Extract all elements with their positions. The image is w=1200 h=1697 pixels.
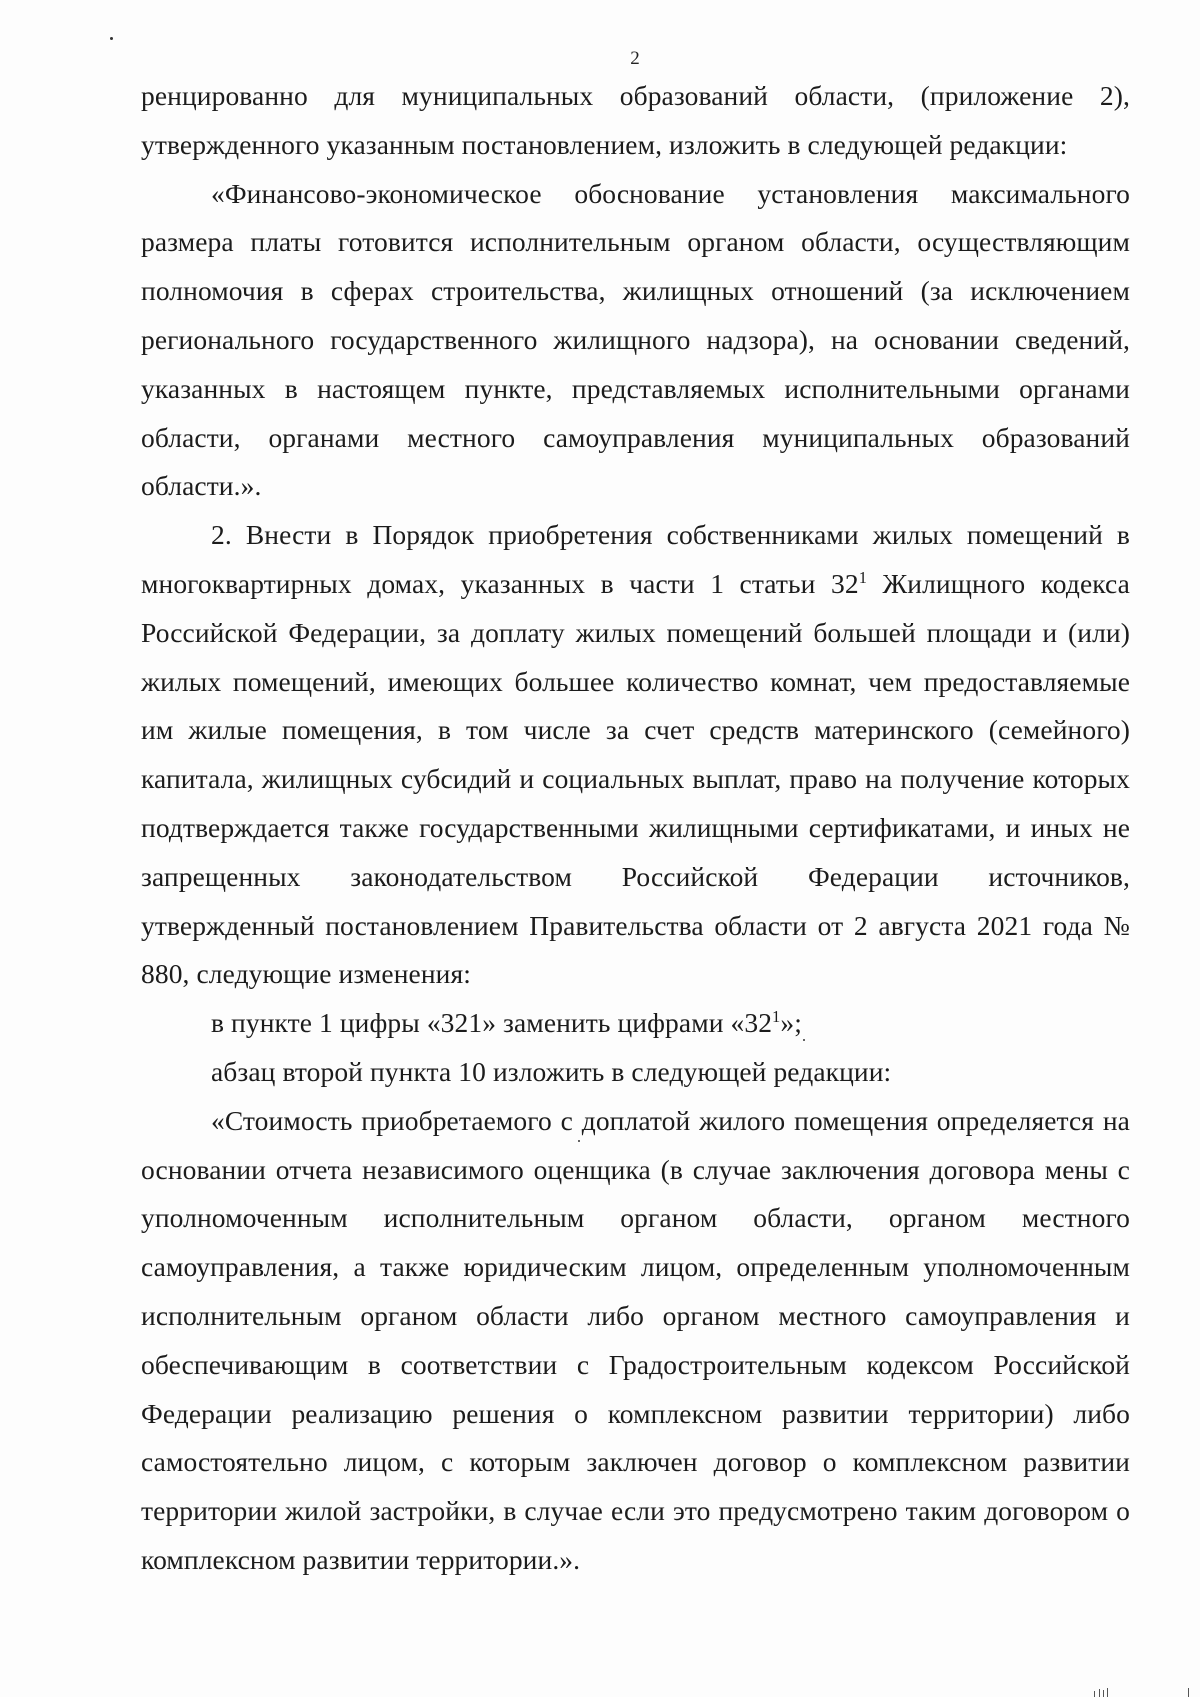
scan-edge-marks (1090, 1687, 1200, 1697)
superscript-1: 1 (772, 1006, 781, 1026)
paragraph-6: «Стоимость приобретаемого с доплатой жилого помещения определяется на основании отчета независимого оценщика (в случае заключения договора мены с уполномоченным исполнительным органом области, органом местного самоуправления, а также юридическим лицом, определенным уполномоченным исполнительным органом области либо органом местного самоуправления и обеспечивающим в соответствии с Градостроительным кодексом Российской Федерации реализацию решения о комплексном развитии территории) либо самостоятельно лицом, с которым заключен договор о комплексном развитии территории жилой застройки, в случае если это предусмотрено таким договором о комплексном развитии территории.». (141, 1104, 1130, 1575)
scan-speck (110, 37, 113, 40)
paragraph-4-part-1: в пункте 1 цифры «321» заменить цифрами «32 (211, 1007, 773, 1039)
page-number: 2 (630, 48, 640, 69)
paragraph-3-part-2: Жилищного кодекса Российской Федерации, за доплату жилых помещений большей площади и (или) жилых помещений, имеющих большее количество комнат, чем предоставляемые им жилые помещения, в том числе за счет средств материнского (семейного) капитала, жилищных субсидий и социальных выплат, право на получение которых подтверждается также государственными жилищными сертификатами, и иных не запрещенных законодательством Российской Федерации источников, утвержденный постановлением Правительства области от 2 августа 2021 года № 880, следующие изменения: (141, 567, 1130, 990)
paragraph-3 (141, 511, 1130, 999)
paragraph-4 (141, 999, 1130, 1048)
document-body (141, 72, 1130, 1585)
superscript-1: 1 (858, 567, 868, 587)
paragraph-1: ренцированно для муниципальных образований области, (приложение 2), утвержденного указанным постановлением, изложить в следующей редакции: (141, 80, 1130, 160)
paragraph-2: «Финансово-экономическое обоснование установления максимального размера платы готовится исполнительным органом области, осуществляющим полномочия в сферах строительства, жилищных отношений (за исключением регионального государственного жилищного надзора), на основании сведений, указанных в настоящем пункте, представляемых исполнительными органами области, органами местного самоуправления муниципальных образований области.». (141, 177, 1130, 502)
paragraph-5: абзац второй пункта 10 изложить в следующей редакции: (211, 1055, 892, 1087)
paragraph-3-part-1: 2. Внести в Порядок приобретения собственниками жилых помещений в многоквартирных домах, указанных в части 1 статьи 32 (141, 519, 1130, 599)
paragraph-4-part-2: »; (780, 1007, 802, 1039)
